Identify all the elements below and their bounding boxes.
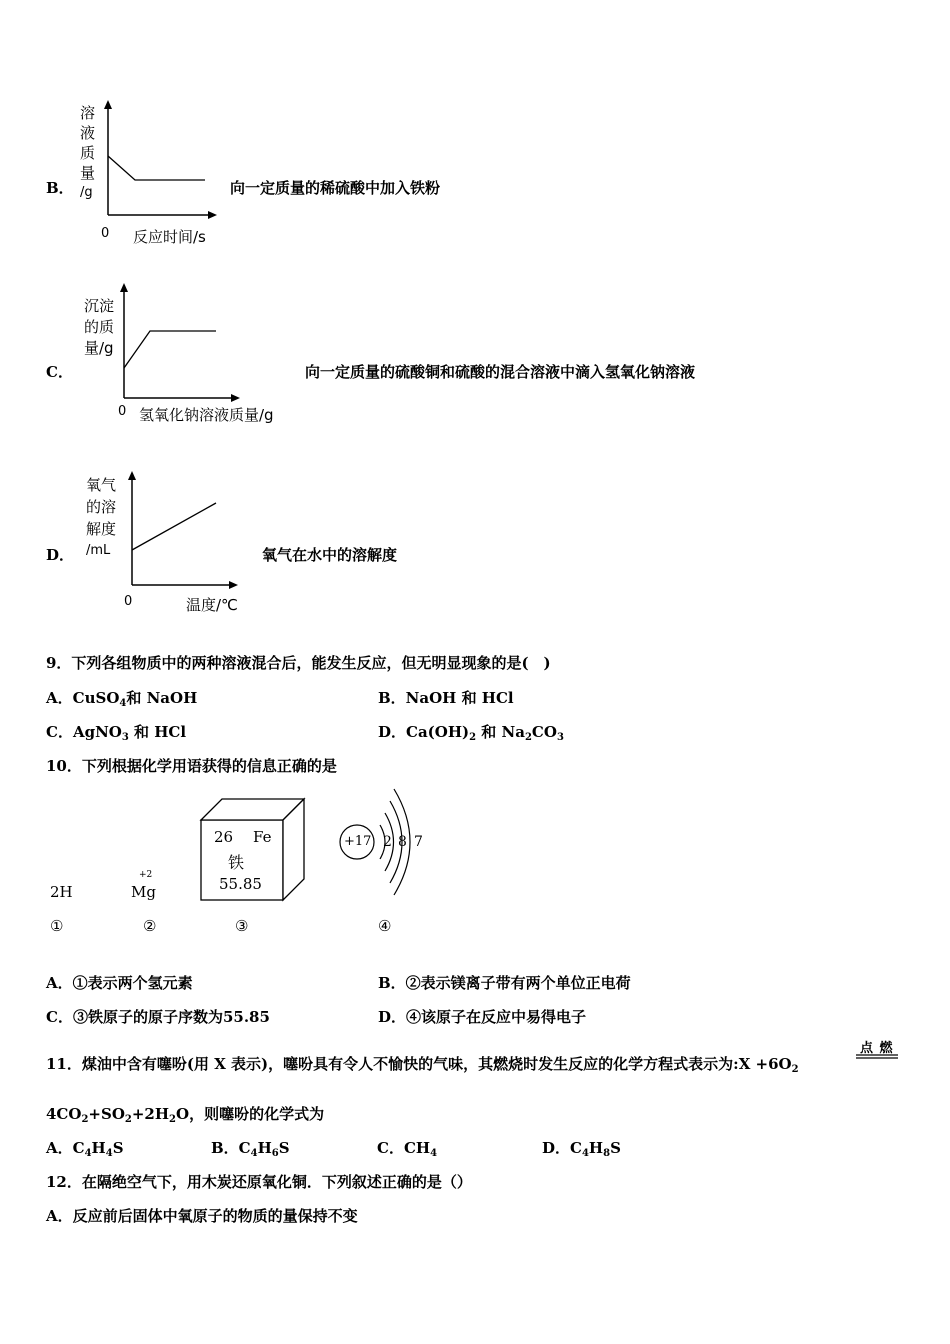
question-stem: 12．在隔绝空气下，用木炭还原氧化铜．下列叙述正确的是（） [46, 1173, 472, 1191]
origin-label: 0 [101, 226, 110, 241]
data-line [132, 503, 216, 550]
option-b[interactable]: B．NaOH 和 HCl [378, 689, 514, 707]
nucleus-charge: +17 [344, 834, 372, 849]
y-label-line: 氧气 [86, 476, 117, 494]
option-d[interactable]: D．$Ca(OH)_2$ 和 $Na_2CO_3$ [378, 723, 564, 743]
question-stem: 11．煤油中含有噻吩(用 X 表示)，噻吩具有令人不愉快的气味，其燃烧时发生反应的化学方程式表示为:X $+6O_2$ [46, 1055, 799, 1075]
question-stem: 10．下列根据化学用语获得的信息正确的是 [46, 757, 337, 775]
origin-label: 0 [124, 594, 133, 609]
option-c[interactable]: C．$CH_4$ [377, 1139, 438, 1159]
atomic-number: 26 [214, 828, 234, 846]
option-letter: D． [46, 546, 75, 564]
y-label-line: 液 [80, 124, 96, 142]
y-label-line: /g [80, 185, 93, 200]
y-label-line: 沉淀 [84, 297, 115, 315]
graph-d-axes [118, 468, 248, 593]
option-letter: C． [46, 363, 73, 381]
question-stem: 9．下列各组物质中的两种溶液混合后，能发生反应，但无明显现象的是( ) [46, 654, 551, 672]
shell-electrons: 7 [414, 834, 423, 850]
shell-electrons: 8 [398, 834, 407, 850]
equation-products: $4CO_2+SO_2+2H_2O$，则噻吩的化学式为 [46, 1105, 325, 1125]
symbol-mg: Mg [131, 883, 156, 901]
y-axis-label [80, 103, 95, 203]
option-b[interactable]: B．②表示镁离子带有两个单位正电荷 [378, 974, 631, 992]
x-axis-label: 氢氧化钠溶液质量/g [139, 406, 274, 424]
graph-b-axes [95, 98, 225, 223]
option-c[interactable]: C．③铁原子的原子序数为55.85 [46, 1008, 270, 1026]
option-a[interactable]: A．CuSO$_4$和 NaOH [46, 689, 198, 709]
reaction-condition: 点 燃 [860, 1041, 894, 1056]
graph-description: 氧气在水中的溶解度 [262, 546, 398, 564]
option-b[interactable]: B．$C_4H_6S$ [211, 1139, 290, 1159]
figure-label: ① [50, 917, 64, 935]
data-line [124, 331, 216, 368]
option-d[interactable]: D．$C_4H_8S$ [542, 1139, 621, 1159]
atomic-mass: 55.85 [219, 875, 262, 893]
shell-electrons: 2 [383, 834, 392, 850]
origin-label: 0 [118, 404, 127, 419]
figure-label: ④ [378, 917, 392, 935]
equation-equals-sign [856, 1054, 900, 1060]
element-name: 铁 [228, 853, 245, 872]
y-label-line: 解度 [86, 520, 117, 538]
y-label-line: /mL [86, 543, 111, 558]
figure-label: ② [143, 917, 157, 935]
y-label-line: 的质 [84, 318, 115, 336]
data-line [108, 156, 205, 180]
graph-description: 向一定质量的稀硫酸中加入铁粉 [230, 179, 441, 197]
x-axis-label: 反应时间/s [133, 228, 206, 246]
y-label-line: 量/g [84, 339, 114, 357]
y-label-line: 的溶 [86, 498, 117, 516]
y-label-line: 溶 [80, 104, 96, 122]
x-axis-label: 温度/℃ [186, 596, 238, 614]
y-axis-label [86, 474, 116, 562]
option-a[interactable]: A．$C_4H_4S$ [46, 1139, 124, 1159]
graph-c-axes [110, 280, 290, 405]
symbol-2h: 2H [50, 883, 73, 901]
option-a[interactable]: A．反应前后固体中氧原子的物质的量保持不变 [46, 1207, 358, 1225]
option-a[interactable]: A．①表示两个氢元素 [46, 974, 193, 992]
option-d[interactable]: D．④该原子在反应中易得电子 [378, 1008, 587, 1026]
element-symbol: Fe [253, 828, 272, 846]
figure-label: ③ [235, 917, 249, 935]
option-c[interactable]: C．AgNO$_3$ 和 HCl [46, 723, 187, 743]
option-letter: B． [46, 179, 74, 197]
y-label-line: 量 [80, 164, 96, 182]
valence-label: +2 [139, 870, 153, 880]
graph-description: 向一定质量的硫酸铜和硫酸的混合溶液中滴入氢氧化钠溶液 [305, 363, 696, 381]
y-label-line: 质 [80, 144, 96, 162]
